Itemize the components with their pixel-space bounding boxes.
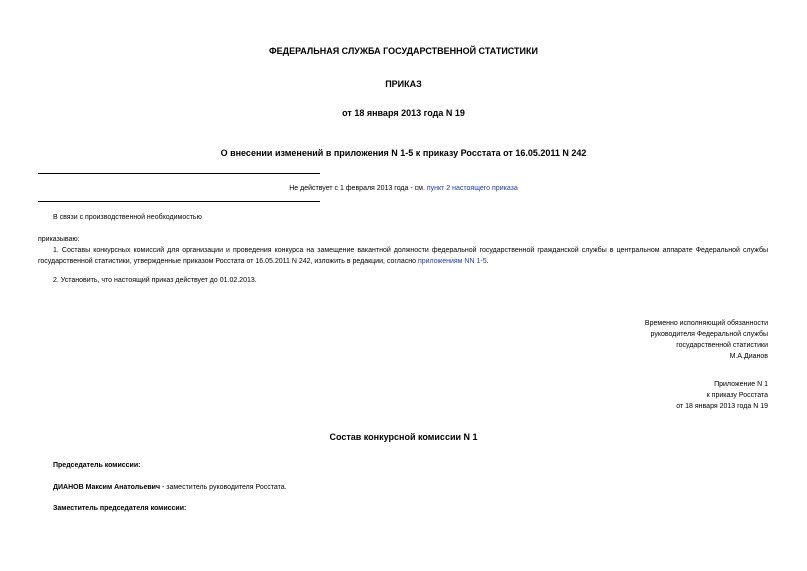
doc-title: О внесении изменений в приложения N 1-5 к приказу Росстата от 16.05.2011 N 242 <box>220 148 587 158</box>
chair-label: Председатель комиссии: <box>53 462 141 469</box>
status-note-text: Не действует с 1 февраля 2013 года - см. <box>289 185 427 192</box>
signature-line: руководителя Федеральной службы <box>650 331 768 338</box>
divider-top <box>38 173 320 174</box>
item-1-text: 1. Составы конкурсных комиссий для организации и проведения конкурса на замещение вакантной должности федеральной государственной гражданской службы в центральном аппарате Федеральной службы государственной статистики, утвержденные приказом Росстата от 16.05.2011 N 242, изложить в редакции, согласно <box>38 247 768 265</box>
doc-type-heading: ПРИКАЗ <box>385 79 422 89</box>
signature-block <box>645 318 768 362</box>
deputy-chair-label: Заместитель председателя комиссии: <box>53 505 187 512</box>
item-1 <box>38 245 768 267</box>
appendix-ref-line: Приложение N 1 <box>714 381 768 388</box>
item-1-end: . <box>486 258 489 265</box>
chair-role: - заместитель руководителя Росстата. <box>160 484 287 491</box>
agency-heading: ФЕДЕРАЛЬНАЯ СЛУЖБА ГОСУДАРСТВЕННОЙ СТАТИСТИКИ <box>269 46 538 56</box>
doc-date-number: от 18 января 2013 года N 19 <box>342 108 465 118</box>
appendix-ref-line: к приказу Росстата <box>706 392 768 399</box>
appendix-ref-line: от 18 января 2013 года N 19 <box>676 403 768 410</box>
appendix-reference <box>676 379 768 412</box>
item-1-link[interactable]: приложениям NN 1-5 <box>417 258 487 265</box>
chair-entry <box>53 484 287 491</box>
item-2: 2. Установить, что настоящий приказ действует до 01.02.2013. <box>53 277 257 284</box>
status-note-link[interactable]: пункт 2 настоящего приказа <box>426 185 518 192</box>
appendix-title: Состав конкурсной комиссии N 1 <box>329 432 478 442</box>
intro-text: В связи с производственной необходимостью <box>53 214 202 221</box>
divider-bottom <box>38 201 320 202</box>
chair-name: ДИАНОВ Максим Анатольевич <box>53 484 161 491</box>
signature-line: государственной статистики <box>676 342 768 349</box>
signature-line: Временно исполняющий обязанности <box>644 320 768 327</box>
status-note <box>0 185 807 192</box>
signature-line: М.А.Дианов <box>729 353 768 360</box>
order-word: приказываю: <box>38 236 80 243</box>
